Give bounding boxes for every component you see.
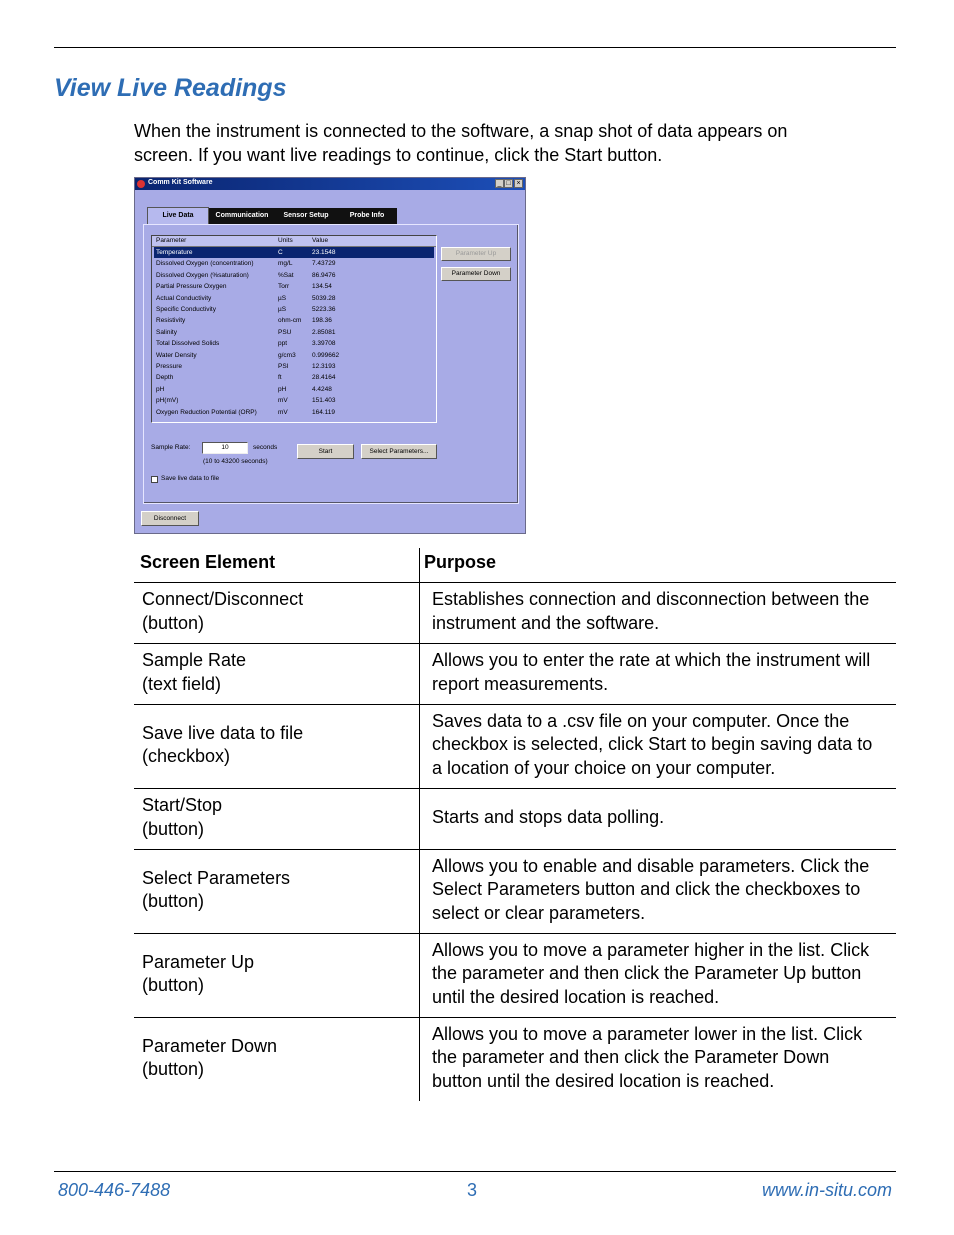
screen-element-line: Save live data to file <box>142 722 304 743</box>
screen-element-line: (button) <box>142 891 205 911</box>
purpose-line: Establishes connection and disconnection between the <box>432 589 870 609</box>
parameter-name: Dissolved Oxygen (%saturation) <box>156 271 249 279</box>
purpose-line: Starts and stops data polling. <box>432 806 665 827</box>
purpose-line: Allows you to enable and disable parameters. Click the <box>432 855 870 876</box>
purpose-line: Allows you to move a parameter lower in the list. Click <box>432 1023 863 1044</box>
column-value: Value <box>312 237 329 244</box>
purpose-line: the parameter and then click the Parameter Up button <box>432 963 862 984</box>
list-item[interactable] <box>154 327 434 338</box>
tab-bar <box>143 208 397 224</box>
column-parameter: Parameter <box>156 237 187 244</box>
tab-sensor-setup[interactable]: Sensor Setup <box>275 208 337 224</box>
parameter-value: 86.9476 <box>312 271 336 279</box>
parameter-units: ppt <box>278 340 288 348</box>
list-item[interactable] <box>154 372 434 383</box>
list-item[interactable] <box>154 258 434 269</box>
screen-element-line: Select Parameters <box>142 867 291 888</box>
purpose-line: until the desired location is reached. <box>432 986 720 1007</box>
list-item[interactable] <box>154 315 434 326</box>
parameter-value: 23.1548 <box>312 249 336 256</box>
parameter-name: Pressure <box>156 363 183 370</box>
screen-element-line: Parameter Up <box>142 951 255 972</box>
screen-element-cell <box>142 588 303 635</box>
header-purpose: Purpose <box>424 552 497 572</box>
table-row <box>134 849 896 934</box>
parameter-units: g/cm3 <box>278 351 296 359</box>
parameter-value: 3.39708 <box>312 340 336 348</box>
bottom-rule <box>54 1171 896 1172</box>
parameter-units: Torr <box>278 283 290 291</box>
parameter-units: µS <box>278 294 287 302</box>
intro-paragraph: When the instrument is connected to the software, a snap shot of data appears on screen. If you want live readings to continue, click the Start button. <box>134 121 788 165</box>
minimize-icon[interactable]: _ <box>495 179 504 188</box>
parameter-name: pH <box>156 385 165 393</box>
parameter-units: PSI <box>278 363 289 370</box>
column-units: Units <box>278 237 293 244</box>
screen-element-line: (text field) <box>142 673 222 694</box>
list-item[interactable] <box>154 338 434 349</box>
purpose-line: Select Parameters button and click the checkboxes to <box>432 879 861 900</box>
table-row <box>134 933 896 1018</box>
footer-phone: 800-446-7488 <box>58 1180 171 1200</box>
screen-element-cell <box>142 649 246 696</box>
parameter-name: pH(mV) <box>156 397 179 405</box>
list-item[interactable] <box>154 270 434 281</box>
screen-element-cell <box>142 722 303 769</box>
list-item[interactable] <box>154 247 434 258</box>
parameter-value: 12.3193 <box>312 363 336 370</box>
purpose-line: select or clear parameters. <box>432 902 646 923</box>
table-row <box>134 788 896 850</box>
top-rule <box>54 47 896 48</box>
parameter-units: mV <box>278 397 288 405</box>
parameter-units: ft <box>278 374 282 382</box>
purpose-cell <box>432 806 894 830</box>
parameter-value: 0.999662 <box>312 351 340 359</box>
parameter-value: 164.119 <box>312 408 336 416</box>
window-title: Comm Kit Software <box>148 179 213 186</box>
purpose-line: Saves data to a .csv file on your computer. Once the <box>432 710 850 731</box>
parameter-down-button[interactable]: Parameter Down <box>441 267 511 281</box>
parameter-name: Partial Pressure Oxygen <box>156 283 227 291</box>
parameter-name: Temperature <box>156 249 193 256</box>
parameter-name: Depth <box>156 374 174 382</box>
seconds-label: seconds <box>253 444 278 451</box>
purpose-line: Allows you to move a parameter higher in the list. Click <box>432 939 870 960</box>
parameter-value: 5039.28 <box>312 294 336 302</box>
screen-element-line: (button) <box>142 975 205 995</box>
purpose-cell <box>432 1023 894 1094</box>
list-item[interactable] <box>154 281 434 292</box>
parameter-units: ohm-cm <box>278 317 302 325</box>
screen-element-cell <box>142 867 290 914</box>
disconnect-button[interactable]: Disconnect <box>141 511 199 526</box>
purpose-line: checkbox is selected, click Start to begin saving data to <box>432 734 873 755</box>
list-header <box>152 236 436 247</box>
purpose-cell <box>432 710 894 781</box>
parameter-units: mg/L <box>278 260 293 268</box>
start-button[interactable]: Start <box>297 444 354 459</box>
sample-rate-range-hint: (10 to 43200 seconds) <box>203 458 268 465</box>
table-row <box>134 1017 896 1101</box>
purpose-line: instrument and the software. <box>432 612 660 633</box>
screen-element-line: Parameter Down <box>142 1035 278 1056</box>
window-titlebar <box>135 178 525 190</box>
purpose-line: button until the desired location is reached. <box>432 1070 775 1091</box>
parameter-units: mV <box>278 408 288 416</box>
purpose-line: a location of your choice on your computer. <box>432 757 776 778</box>
save-live-data-label: Save live data to file <box>161 475 220 482</box>
maximize-icon[interactable]: □ <box>504 179 513 188</box>
parameter-value: 151.403 <box>312 397 336 405</box>
screen-element-cell <box>142 1035 277 1082</box>
save-live-data-checkbox[interactable] <box>151 476 158 483</box>
parameter-value: 7.43729 <box>312 260 336 268</box>
close-icon[interactable]: × <box>514 179 523 188</box>
screen-element-line: (button) <box>142 612 205 633</box>
parameter-name: Water Density <box>156 351 197 359</box>
screen-element-cell <box>142 794 222 841</box>
table-row <box>134 643 896 705</box>
app-window-screenshot <box>134 177 526 534</box>
table-header-row <box>134 548 896 583</box>
list-item[interactable] <box>154 293 434 304</box>
parameter-value: 134.54 <box>312 283 332 291</box>
list-item[interactable] <box>154 361 434 372</box>
parameter-value: 4.4248 <box>312 385 332 393</box>
select-parameters-button[interactable]: Select Parameters... <box>361 444 437 459</box>
page-heading: View Live Readings <box>54 74 287 102</box>
parameter-units: µS <box>278 306 287 313</box>
header-screen-element: Screen Element <box>140 552 276 572</box>
parameter-name: Salinity <box>156 328 177 336</box>
purpose-line: report measurements. <box>432 673 609 694</box>
purpose-line: the parameter and then click the Parameter Down <box>432 1047 830 1068</box>
parameter-units: C <box>278 249 283 256</box>
screen-element-line: Connect/Disconnect <box>142 589 304 609</box>
screen-element-line: Sample Rate <box>142 650 247 670</box>
parameter-units: %Sat <box>278 271 294 279</box>
parameter-units: PSU <box>278 328 292 336</box>
parameter-name: Oxygen Reduction Potential (ORP) <box>156 408 257 416</box>
list-item[interactable] <box>154 407 434 418</box>
parameter-name: Resistivity <box>156 317 186 325</box>
purpose-cell <box>432 649 894 696</box>
list-item[interactable] <box>154 384 434 395</box>
purpose-cell <box>432 588 894 635</box>
page-number: 3 <box>467 1180 478 1200</box>
footer-url: www.in-situ.com <box>761 1180 892 1200</box>
screen-element-line: (button) <box>142 1059 205 1079</box>
parameter-value: 198.36 <box>312 317 332 325</box>
screen-element-line: Start/Stop <box>142 795 223 815</box>
tab-live-data[interactable]: Live Data <box>147 207 209 225</box>
purpose-cell <box>432 939 894 1010</box>
parameter-list[interactable] <box>151 235 437 423</box>
screen-element-line: (button) <box>142 818 205 839</box>
parameter-units: pH <box>278 385 287 393</box>
list-item[interactable] <box>154 350 434 361</box>
parameter-name: Total Dissolved Solids <box>156 340 220 348</box>
app-icon <box>137 180 145 188</box>
screen-element-cell <box>142 951 254 998</box>
purpose-line: Allows you to enter the rate at which the instrument will <box>432 650 871 670</box>
parameter-up-button[interactable]: Parameter Up <box>441 247 511 261</box>
sample-rate-input[interactable]: 10 <box>202 442 248 454</box>
parameter-value: 5223.36 <box>312 306 336 313</box>
purpose-cell <box>432 855 894 926</box>
list-item[interactable] <box>154 304 434 315</box>
table-row <box>134 704 896 789</box>
parameter-name: Actual Conductivity <box>156 294 212 302</box>
tab-probe-info[interactable]: Probe Info <box>337 208 397 224</box>
parameter-value: 2.85081 <box>312 328 336 336</box>
tab-communication[interactable]: Communication <box>209 208 275 224</box>
list-item[interactable] <box>154 395 434 406</box>
parameter-value: 28.4164 <box>312 374 336 382</box>
sample-rate-label: Sample Rate: <box>151 444 191 451</box>
parameter-name: Specific Conductivity <box>156 306 216 313</box>
table-row <box>134 582 896 644</box>
screen-element-line: (checkbox) <box>142 746 231 766</box>
parameter-name: Dissolved Oxygen (concentration) <box>156 260 254 268</box>
